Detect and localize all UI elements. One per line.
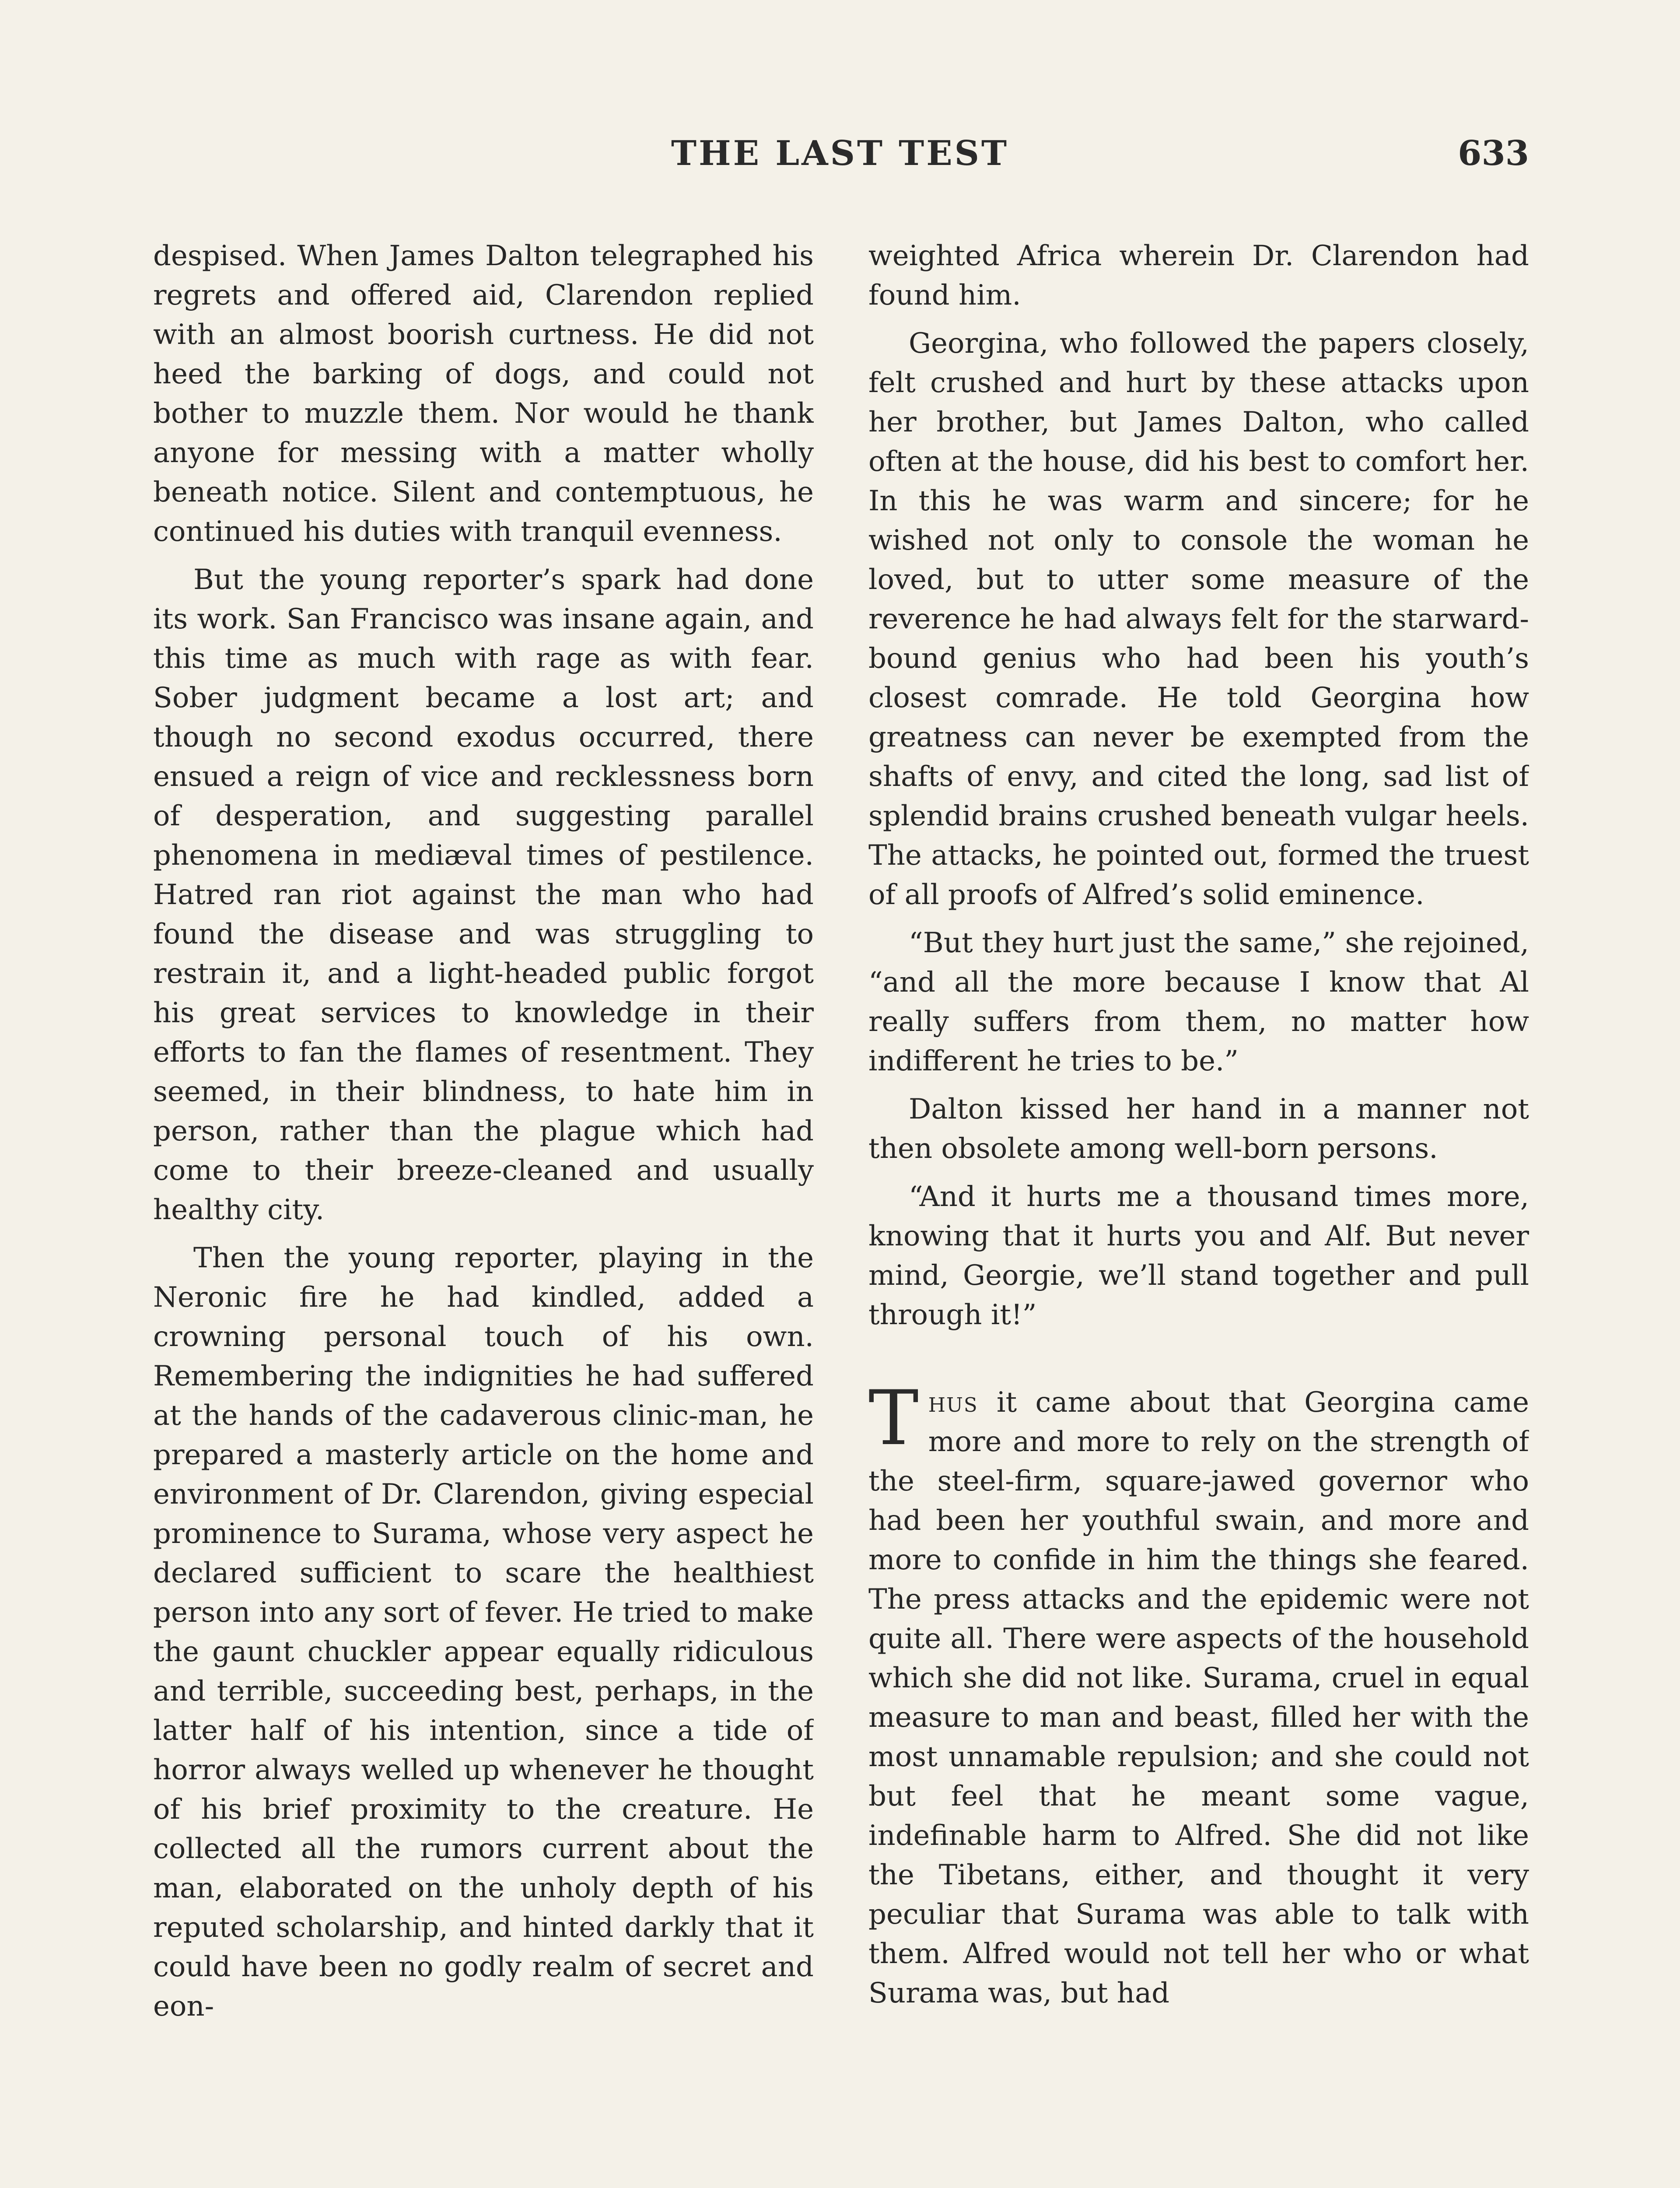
paragraph: “And it hurts me a thousand times more, knowing that it hurts you and Alf. But never mind, Georgie, we’ll stand together and pull through it!” — [868, 1181, 1529, 1331]
section-text: it came about that Georgina came more and more to rely on the strength of the steel-firm, square-jawed governor who had been her youthful swain, and more and more to confide in him the things she feared. The press attacks and the epidemic were not quite all. There were aspects of the household which she did not like. Surama, cruel in equal measure to man and beast, filled her with the most unnamable repulsion; and she could not but feel that he meant some vague, indefinable harm to Alfred. She did not like the Tibetans, either, and thought it very peculiar that Surama was able to talk with them. Alfred would not tell her who or what Surama was, but had — [868, 1386, 1529, 2009]
small-caps-lead: hus — [928, 1386, 978, 1419]
paragraph-continuation: weighted Africa wherein Dr. Clarendon had found him. — [868, 240, 1529, 312]
drop-cap: T — [868, 1374, 919, 1462]
page-number: 633 — [1458, 133, 1529, 173]
paragraph: But the young reporter’s spark had done its work. San Francisco was insane again, and this time as much with rage as with fear. Sober judgment became a lost art; and though no second exodus occurred, there ensued a reign of vice and recklessness born of desperation, and suggesting parallel phenomena in mediæval times of pestilence. Hatred ran riot against the man who had found the disease and was struggling to restrain it, and a light-headed public forgot his great services to knowledge in their efforts to fan the flames of resentment. They seemed, in their blindness, to hate him in person, rather than the plague which had come to their breeze-cleaned and usually healthy city. — [153, 564, 814, 1226]
paragraph: Then the young reporter, playing in the Neronic fire he had kindled, added a crowning personal touch of his own. Remembering the indignities he had suffered at the hands of the cadaverous clinic-man, he prepared a masterly article on the home and environment of Dr. Clarendon, giving especial prominence to Surama, whose very aspect he declared sufficient to scare the healthiest person into any sort of fever. He tried to make the gaunt chuckler appear equally ridiculous and terrible, succeeding best, perhaps, in the latter half of his intention, since a tide of horror always welled up whenever he thought of his brief proximity to the creature. He collected all the rumors current about the man, elaborated on the unholy depth of his reputed scholarship, and hinted darkly that it could have been no godly realm of secret and eon- — [153, 1242, 814, 2023]
section-opening-paragraph — [868, 1374, 1529, 2013]
running-title: THE LAST TEST — [671, 133, 1009, 173]
paragraph: Georgina, who followed the papers closely, felt crushed and hurt by these attacks upon her brother, but James Dalton, who called often at the house, did his best to comfort her. In this he was warm and sincere; for he wished not only to console the woman he loved, but to utter some measure of the reverence he had always felt for the starward-bound genius who had been his youth’s closest comrade. He told Georgina how greatness can never be exempted from the shafts of envy, and cited the long, sad list of splendid brains crushed beneath vulgar heels. The attacks, he pointed out, formed the truest of all proofs of Alfred’s solid eminence. — [868, 327, 1529, 911]
paragraph: despised. When James Dalton telegraphed his regrets and offered aid, Clarendon replied with an almost boorish curtness. He did not heed the barking of dogs, and could not bother to muzzle them. Nor would he thank anyone for messing with a matter wholly beneath notice. Silent and contemptuous, he continued his duties with tranquil evenness. — [153, 240, 814, 548]
right-column — [868, 236, 1529, 2188]
paragraph: Dalton kissed her hand in a manner not then obsolete among well-born persons. — [868, 1093, 1529, 1165]
running-header — [151, 133, 1529, 182]
paragraph: “But they hurt just the same,” she rejoined, “and all the more because I know that Al really suffers from them, no matter how indifferent he tries to be.” — [868, 927, 1529, 1077]
left-column — [153, 236, 814, 2188]
